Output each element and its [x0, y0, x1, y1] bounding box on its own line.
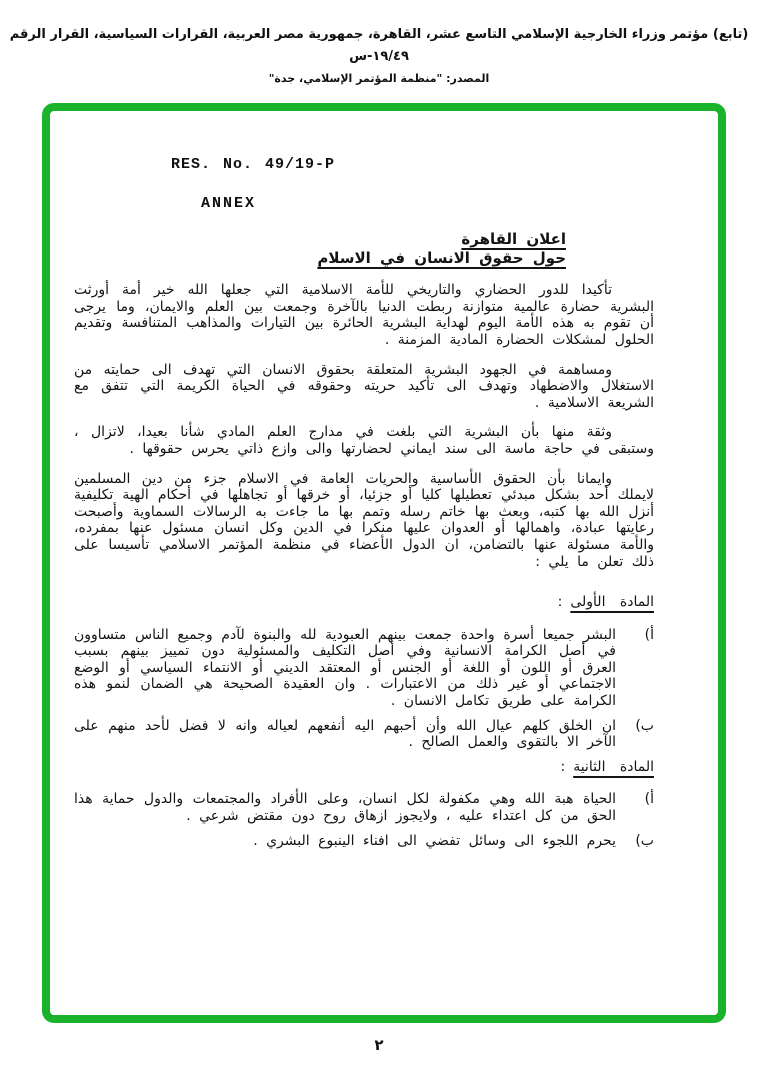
- article-2-heading-text: المادة الثانية: [573, 758, 654, 775]
- article-1-item-b: [74, 718, 654, 751]
- item-marker: أ): [644, 626, 654, 643]
- article-2-item-a: [74, 791, 654, 824]
- item-marker: ب): [635, 717, 654, 734]
- title-line1: اعلان القاهرة: [461, 230, 566, 249]
- item-text: يحرم اللجوء الى وسائل تفضي الى افناء الينبوع البشري .: [253, 832, 616, 849]
- page-number: ٢: [374, 1036, 384, 1054]
- document-title: [317, 230, 566, 268]
- citation-source-line: المصدر: "منظمة المؤتمر الإسلامي، جدة": [268, 72, 490, 85]
- article-1-item-a: [74, 627, 654, 710]
- preamble-paragraph-4: وايمانا بأن الحقوق الأساسية والحريات العامة في الاسلام جزء من دين المسلمين لايملك أحد بشكل مبدئي تعطيلها كليا أو جزئيا، أو خرقها أو تجاهلها في أحكام الهية تكليفية أنزل الله بها كتبه، وبعث بها خاتم رسله وتمم بها ما جاءت به الرسالات السماوية وأصبحت رعايتها عبادة، واهمالها أو العدوان عليها منكرا في الدين وكل انسان مسئول عنها بمفرده، والأمة مسئولة عنها بالتضامن، ان الدول الأعضاء في منظمة المؤتمر الاسلامي تأسيسا على ذلك تعلن ما يلي :: [74, 470, 654, 570]
- resolution-number: RES. No. 49/19-P: [171, 156, 336, 173]
- article-1-heading: [74, 594, 654, 611]
- article-2-heading: [74, 759, 654, 776]
- article-2-item-b: [74, 833, 654, 850]
- item-text: الحياة هبة الله وهي مكفولة لكل انسان، وعلى الأفراد والمجتمعات والدول حماية هذا الحق من كل اعتداء عليه ، ولايجوز ازهاق روح دون مقتض شرعي .: [74, 791, 616, 825]
- item-marker: ب): [635, 832, 654, 849]
- citation-header: [0, 24, 758, 85]
- title-line2: حول حقوق الانسان في الاسلام: [317, 249, 566, 268]
- item-text: البشر جميعا أسرة واحدة جمعت بينهم العبودية لله والبنوة لآدم وجميع الناس متساوون في أصل الكرامة الانسانية وفي أصل التكليف والمسئولية دون تمييز بينهم بسبب العرق أو اللون أو اللغة أو الجنس أو المعتقد الديني أو الانتماء السياسي أو الوضع الاجتماعي أو غير ذلك من الاعتبارات . وان العقيدة الصحيحة هي الضمان لنمو هذه الكرامة على طريق تكامل الانسان .: [74, 626, 616, 710]
- preamble-paragraph-3: وثقة منها بأن البشرية التي بلغت في مدارج العلم المادي شأنا بعيدا، لاتزال ، وستبقى في حاجة ماسة الى سند ايماني لحضارتها والى وازع ذاتي يحرس حقوقها .: [74, 424, 654, 457]
- preamble-paragraph-2: ومساهمة في الجهود البشرية المتعلقة بحقوق الانسان التي تهدف الى حمايته من الاستغلال والاضطهاد وتهدف الى تأكيد حريته وحقوقه في الحياة الكريمة التي تتفق مع الشريعة الاسلامية .: [74, 361, 654, 411]
- document-content: [50, 111, 718, 867]
- annex-label: ANNEX: [201, 194, 257, 212]
- article-1-heading-colon: :: [557, 594, 563, 611]
- document-border-frame: [42, 103, 726, 1023]
- item-text: ان الخلق كلهم عيال الله وأن أحبهم اليه أنفعهم لعياله وانه لا فضل لأحد منهم على الآخر الا بالتقوى والعمل الصالح .: [74, 717, 616, 751]
- preamble-paragraph-1: تأكيدا للدور الحضاري والتاريخي للأمة الاسلامية التي جعلها الله خير أمة أورثت البشرية حضارة عالمية متوازنة ربطت الدنيا بالآخرة وجمعت بين العلم والايمان، وما يرجى أن تقوم به هذه الأمة اليوم لهداية البشرية الحائرة بين التيارات والمذاهب المتنافسة وتقديم الحلول لمشكلات الحضارة المادية المزمنة .: [74, 282, 654, 348]
- citation-line1: (تابع) مؤتمر وزراء الخارجية الإسلامي التاسع عشر، القاهرة، جمهورية مصر العربية، القرارات السياسية، القرار الرقم ١٩/٤٩-س: [9, 27, 749, 64]
- article-2-heading-colon: :: [560, 758, 566, 775]
- item-marker: أ): [644, 791, 654, 808]
- article-1-heading-text: المادة الأولى: [570, 594, 654, 611]
